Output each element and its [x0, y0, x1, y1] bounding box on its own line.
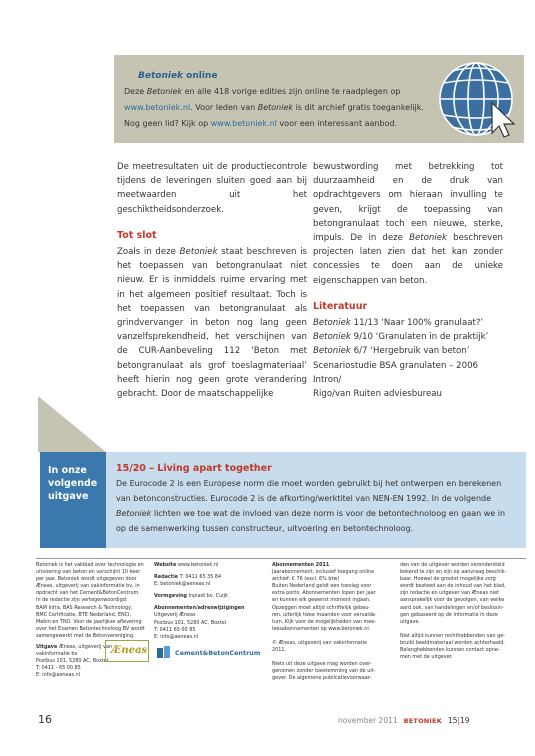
literature-item: Betoniek 9/10 ‘Granulaten in de praktijk’	[313, 332, 489, 343]
colophon-column-3: Abonnementen 2011 Jaarabonnement, inclusief toegang online archief: € 76 (excl. 6% btw) Buiten Nederland geldt een toeslag voor extra porto. Abonnementen lopen per jaar en kunnen elk gewenst moment ingaan. Opzeggen moet altijd schriftelijk gebeu- ren, uiterlijk twee maanden voor vervalda- tum. Kijk voor de mogelijkheden van mee- leesabonnementen op www.betoniek.nl. © Æneas, uitgeverij van vakinformatie 2011. Niets uit deze uitgave mag worden over- genomen zonder toestemming van de uit- gever. De algemene publicatievoorwaar-	[272, 562, 377, 682]
betoniek-wordmark: BETONIEK	[403, 717, 442, 725]
colophon-column-1: Betoniek is het vakblad over technologie en uitvoering van beton en verschijnt 10 keer per jaar. Betoniek wordt uitgegeven door Æneas, uitgeverij van vakinformatie bv, in opdracht van het Cement&BetonCentrum. In de redactie zijn vertegenwoordigd: BAM Infra, BAS Research & Technology, BMC Certificatie, BTE Nederland, ENCI, Mebin en TNO. Voor de jaarlijkse aflevering over het Examen Betontechnoloog BV wordt samengewerkt met de Betonvereniging. Uitgave Æneas, uitgeverij van vakinformatie bv Postbus 101, 5280 AC, Boxtel T: 0411 - 65 00 85 E: info@aeneas.nl	[36, 562, 145, 679]
literature-item: Betoniek 11/13 ‘Naar 100% granulaat?’	[313, 318, 484, 329]
heading-tot-slot: Tot slot	[117, 229, 157, 241]
online-line-2: www.betoniek.nl. Voor leden van Betoniek is dit archief gratis toegankelijk.	[124, 103, 424, 112]
paragraph-tot-slot: Zoals in deze Betoniek staat beschreven is het toepassen van betongranulaat niet nieuw. Er is inmiddels ruime ervaring met in het algemeen positief resultaat. Toch is het toepassen van betongranulaat als grindvervanger in beton nog lang geen vanzelfsprekendheid, het verschijnen van de CUR-Aanbeveling 112 ‘Beton met betongranulaat als grof toeslagmateriaal’ heeft hierin nog geen grote verandering gebracht. Door de maatschappelijke	[117, 247, 307, 400]
paragraph-bewustwording: bewustwording met betrekking tot duurzaamheid en de druk van opdrachtgevers om hieraan invulling te geven, krijgt de toepassing van betongranulaat toch een nieuwe, sterke, impuls. De in deze Betoniek beschreven projecten laten zien dat het kan zonder concessies te doen aan de unieke eigenschappen van beton.	[313, 162, 503, 286]
globe-cursor-icon	[436, 57, 520, 141]
website-link[interactable]: www.betoniek.nl	[124, 103, 191, 112]
next-issue-line: De Eurocode 2 is een Europese norm die moet worden gebruikt bij het ontwerpen en berekenen	[116, 479, 502, 488]
website-link-2[interactable]: www.betoniek.nl	[210, 119, 277, 128]
colophon-divider	[36, 558, 526, 559]
online-line-1: Deze Betoniek en alle 418 vorige edities zijn online te raadplegen op	[124, 87, 401, 96]
next-issue-line: Betoniek lichten we toe wat de invloed van deze norm is voor de betontechnoloog en gaan we in	[116, 509, 506, 518]
right-column	[313, 160, 503, 401]
aneas-logo: Æneas	[105, 640, 149, 662]
next-issue-title: 15/20 – Living apart together	[116, 463, 272, 474]
left-column	[117, 160, 307, 401]
literature-item: Rigo/van Ruiten adviesbureau	[313, 389, 442, 400]
cbc-emblem-icon	[157, 646, 173, 660]
next-issue-line: van betonconstructies. Eurocode 2 is de afkorting/werktitel van NEN-EN 1992. In de volgende	[116, 494, 492, 503]
online-info-box	[114, 55, 524, 143]
next-issue-line: op de samenwerking tussen constructeur, uitvoering en betontechnoloog.	[116, 524, 414, 533]
page-number: 16	[38, 713, 52, 726]
colophon-column-4: den van de uitgever worden verondersteld bekend te zijn en zijn op aanvraag beschik- baar. Hoewel de grootst mogelijke zorg wordt besteed aan de inhoud van het blad, zijn redactie en uitgever van Æneas niet aansprakelijk voor de gevolgen, van welke aard ook, van handelingen en/of beslissin- gen gebaseerd op de informatie in deze uitgave. Niet altijd kunnen rechthebbenden van ge- bruikt beeldmateriaal worden achterhaald. Belanghebbenden kunnen contact opne- men met de uitgever.	[400, 562, 507, 661]
online-box-title: Betoniek online	[138, 71, 218, 81]
next-issue-label: In onze volgende uitgave	[40, 452, 106, 548]
online-line-3: Nog geen lid? Kijk op www.betoniek.nl voor een interessant aanbod.	[124, 119, 398, 128]
cement-beton-centrum-logo: Cement&BetonCentrum	[157, 642, 273, 662]
heading-literatuur: Literatuur	[313, 300, 368, 312]
literature-item: Betoniek 6/7 ‘Hergebruik van beton’	[313, 346, 470, 357]
decorative-corner-shape	[38, 396, 106, 452]
colophon-column-2: Website www.betoniek.nl Redactie T: 0411 65 35 84 E: betoniek@aeneas.nl Vormgeving Inpladi bv, Cuijk Abonnementen/adreswijzigingen Uitgeverij Æneas Postbus 101, 5280 AC, Boxtel T: 0411 65 00 85 E: info@aeneas.nl	[154, 562, 245, 640]
literature-item: Scenariostudie BSA granulaten – 2006 Intron/	[313, 360, 479, 385]
footer-issue-info: november 2011 BETONIEK 15|19	[338, 716, 470, 725]
paragraph-meetresultaten: De meetresultaten uit de productiecontrole tijdens de leveringen sluiten goed aan bij meetwaarden uit het geschiktheidsonderzoek.	[117, 162, 307, 215]
